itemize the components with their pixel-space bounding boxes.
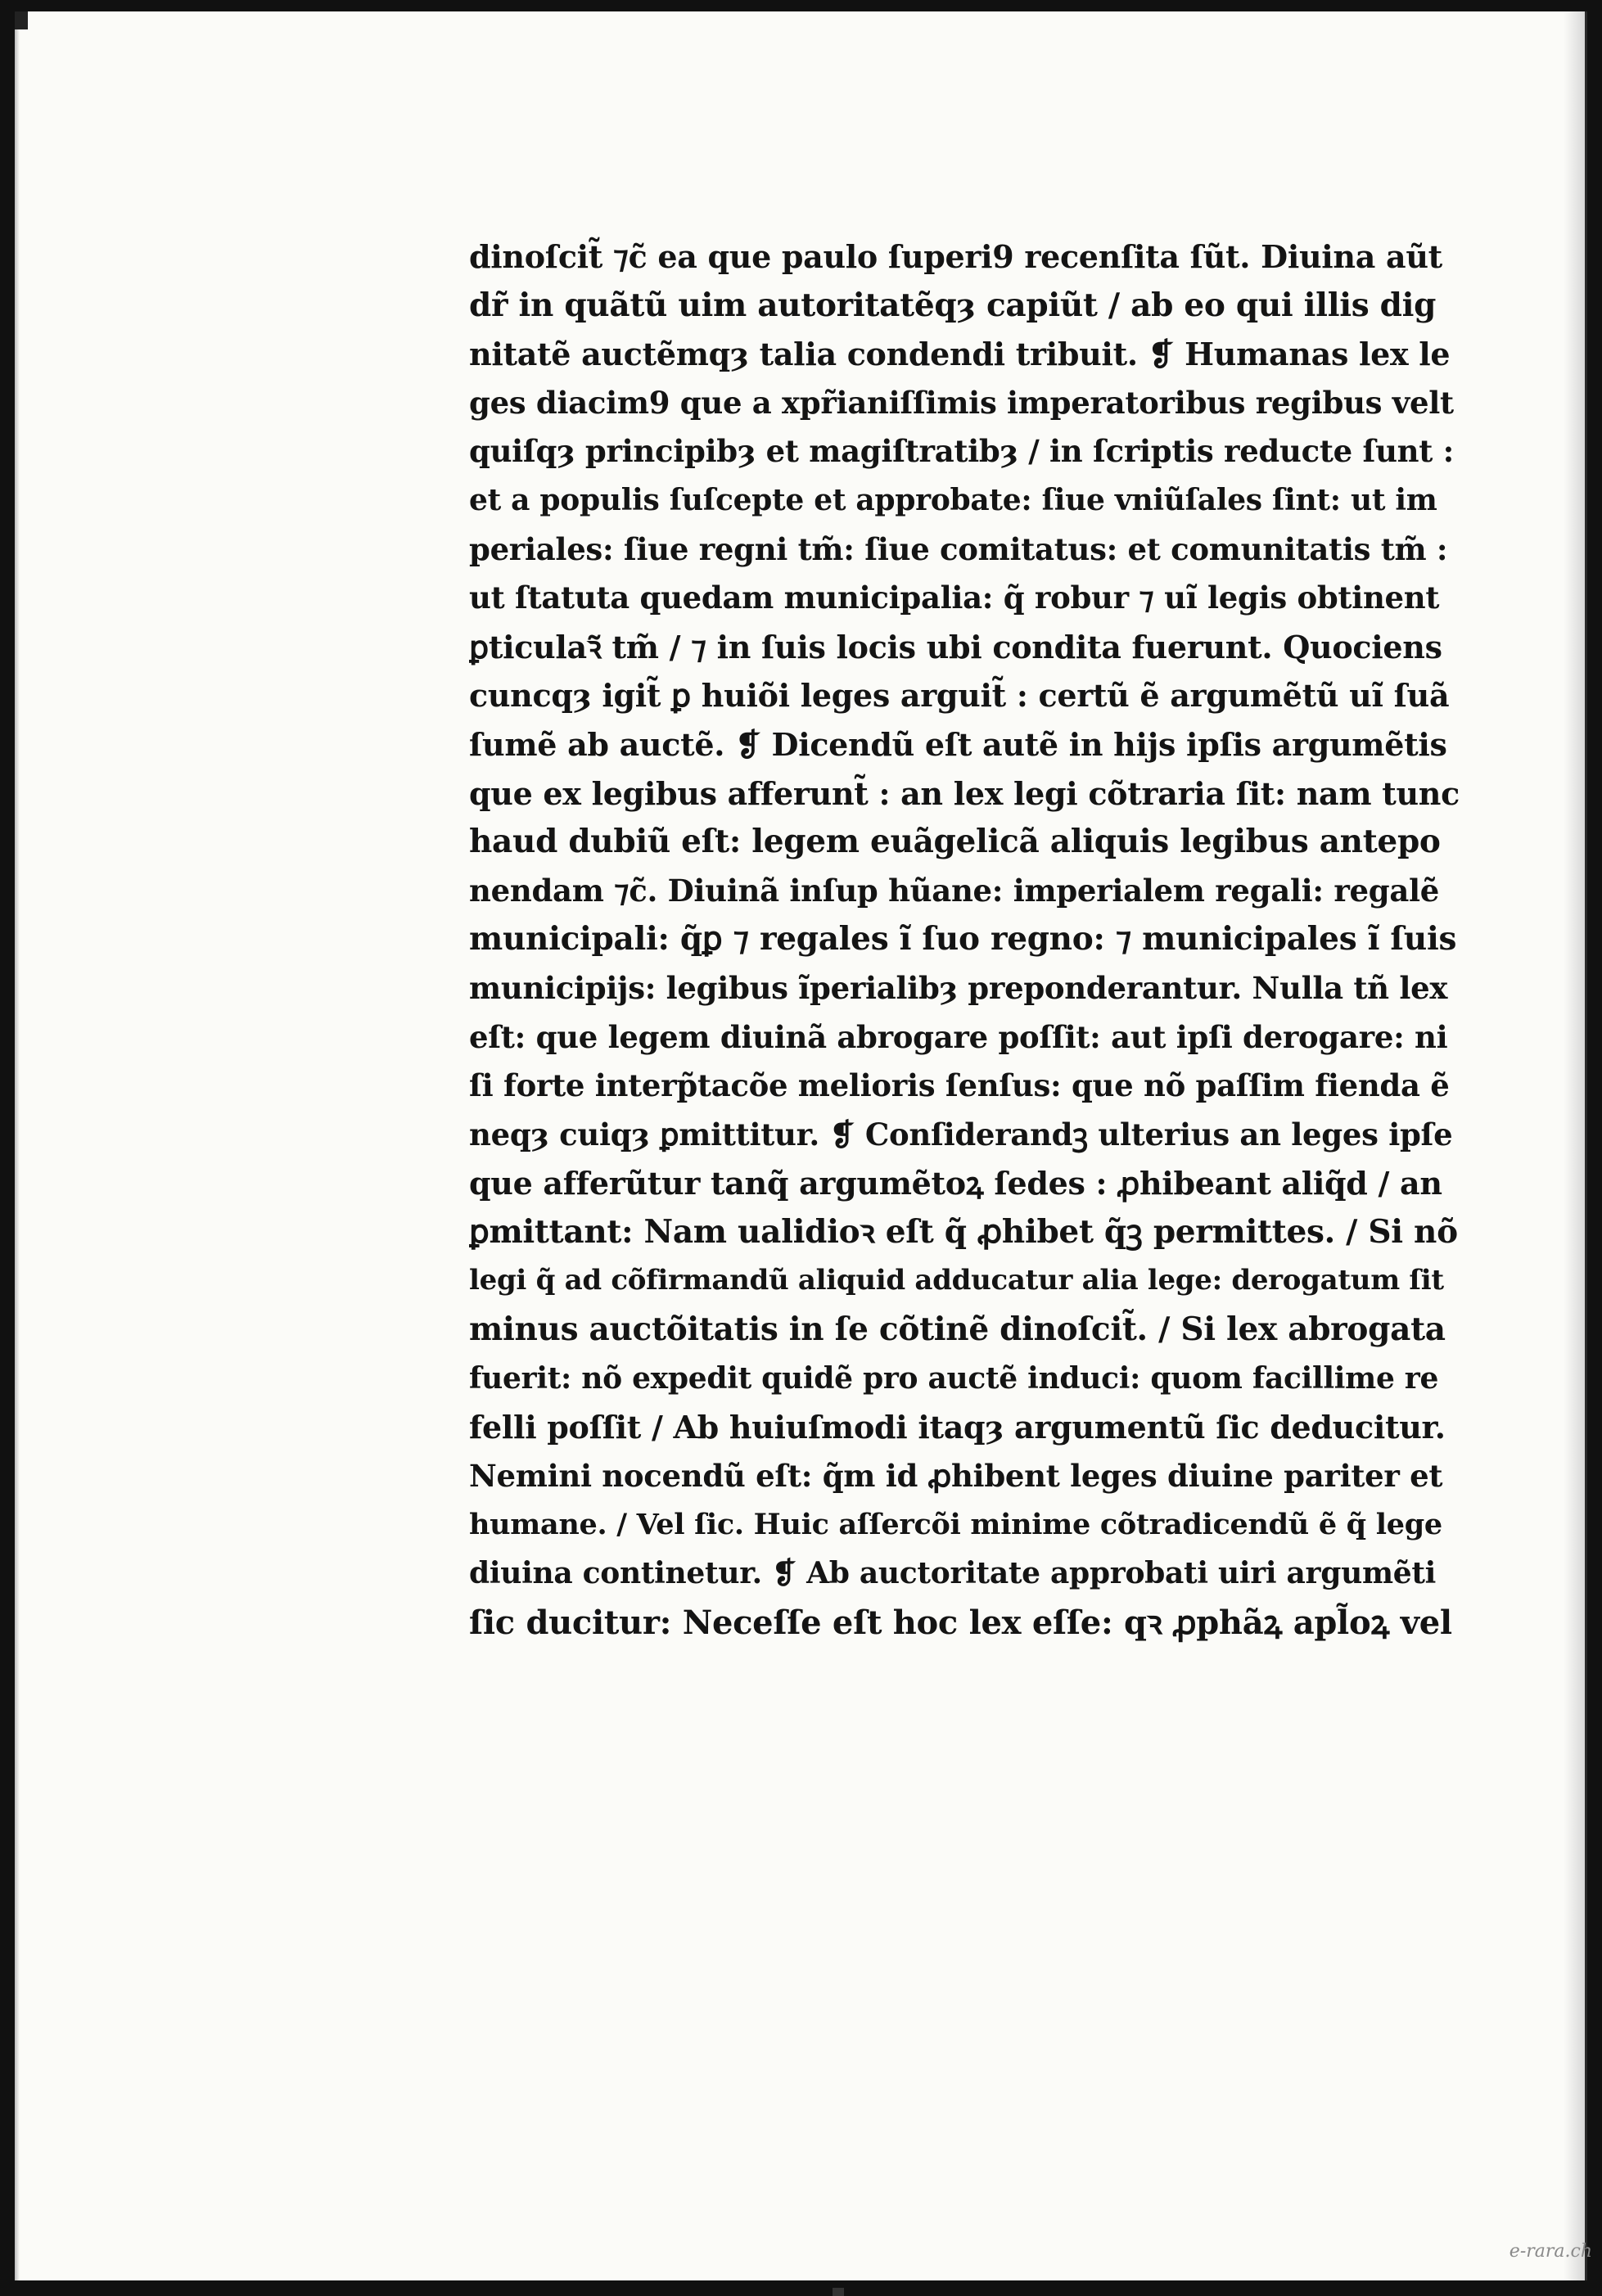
text-line: municipali: q̃ꝑ ⁊ regales ĩ ſuo regno: ⁊ municipales ĩ ſuis <box>469 920 1457 959</box>
text-line: que afferũtur tanq̃ argumẽtoꝝ ſedes : ꝓhibeant aliq̃d / an <box>469 1165 1442 1202</box>
watermark: e-rara.ch <box>1509 2241 1592 2262</box>
text-line: ges diacim9 que a xpr̃ianiſſimis imperatoribus regibus velt <box>469 384 1454 421</box>
text-line: humane. / Vel ſic. Huic aſſercõi minime cõtradicendũ ẽ q̃ lege <box>469 1508 1442 1542</box>
text-line: periales: ſiue regni tm̃: ſiue comitatus: et comunitatis tm̃ : <box>469 530 1448 567</box>
text-line: legi q̃ ad cõfirmandũ aliquid adducatur alia lege: derogatum ſit <box>469 1264 1444 1297</box>
text-line: neqȝ cuiqȝ ꝑmittitur. ❡ Conſiderandꝫ ulterius an leges ipſe <box>469 1116 1453 1153</box>
text-line: cuncqȝ igit̃ ꝑ huiõi leges arguit̃ : certũ ẽ argumẽtũ uĩ ſuã <box>469 677 1450 715</box>
text-line: ſi forte interp̃tacõe melioris ſenſus: que nõ paſſim fienda ẽ <box>469 1067 1450 1104</box>
book-page <box>15 11 1587 2280</box>
page-right-shadow <box>1564 11 1585 2280</box>
page-corner-mark <box>15 11 28 29</box>
text-line: et a populis ſuſcepte et approbate: ſiue vniũſales ſint: ut im <box>469 482 1437 517</box>
text-line: ꝑticulaꝛ̃ tm̃ / ⁊ in ſuis locis ubi condita fuerunt. Quociens <box>469 628 1442 665</box>
text-line: fuerit: nõ expedit quidẽ pro auctẽ induci: quom facillime re <box>469 1360 1439 1396</box>
text-line: nitatẽ auctẽmqȝ talia condendi tribuit. ❡ Humanas lex le <box>469 336 1451 373</box>
text-line: ꝑmittant: Nam ualidioꝛ eſt q̃ ꝓhibet q̃ꝫ permittes. / Si nõ <box>469 1212 1458 1251</box>
text-line: eſt: que legem diuinã abrogare poſſit: aut ipſi derogare: ni <box>469 1018 1448 1055</box>
text-line: haud dubiũ eſt: legem euãgelicã aliquis legibus antepo <box>469 823 1441 861</box>
text-line: quiſqȝ principibȝ et magiſtratibȝ / in ſcriptis reducte ſunt : <box>469 433 1454 470</box>
text-line: diuina continetur. ❡ Ab auctoritate approbati uiri argumẽti <box>469 1556 1437 1591</box>
text-line: ut ſtatuta quedam municipalia: q̃ robur ⁊ uĩ legis obtinent <box>469 580 1440 616</box>
text-line: ſic ducitur: Neceſſe eſt hoc lex eſſe: qꝛ ꝓphãꝝ apl̃oꝝ vel <box>469 1603 1452 1642</box>
text-line: dr̃ in quãtũ uim autoritatẽqȝ capiũt / ab eo qui illis dig <box>469 286 1437 324</box>
scan-bottom-mark <box>833 2288 844 2296</box>
text-line: dinoſcit̃ ⁊c̃ ea que paulo ſuperi9 recenſita ſũt. Diuina aũt <box>469 238 1442 275</box>
text-block <box>469 232 1460 1812</box>
text-line: municipijs: legibus ĩperialibȝ preponderantur. Nulla tñ lex <box>469 969 1448 1006</box>
text-line: felli poſſit / Ab huiuſmodi itaqȝ argumentũ ſic deducitur. <box>469 1409 1446 1446</box>
text-line: nendam ⁊c̃. Diuinã inſup hũane: imperialem regali: regalẽ <box>469 872 1440 909</box>
text-line: ſumẽ ab auctẽ. ❡ Dicendũ eſt autẽ in hijs ipſis argumẽtis <box>469 725 1447 763</box>
page-left-edge <box>15 11 20 2280</box>
text-line: Nemini nocendũ eſt: q̃m id ꝓhibent leges diuine pariter et <box>469 1457 1443 1494</box>
text-line: que ex legibus afferunt̃ : an lex legi cõtraria ſit: nam tunc <box>469 774 1460 812</box>
text-line: minus auctõitatis in ſe cõtinẽ dinoſcit̃. / Si lex abrogata <box>469 1310 1446 1349</box>
